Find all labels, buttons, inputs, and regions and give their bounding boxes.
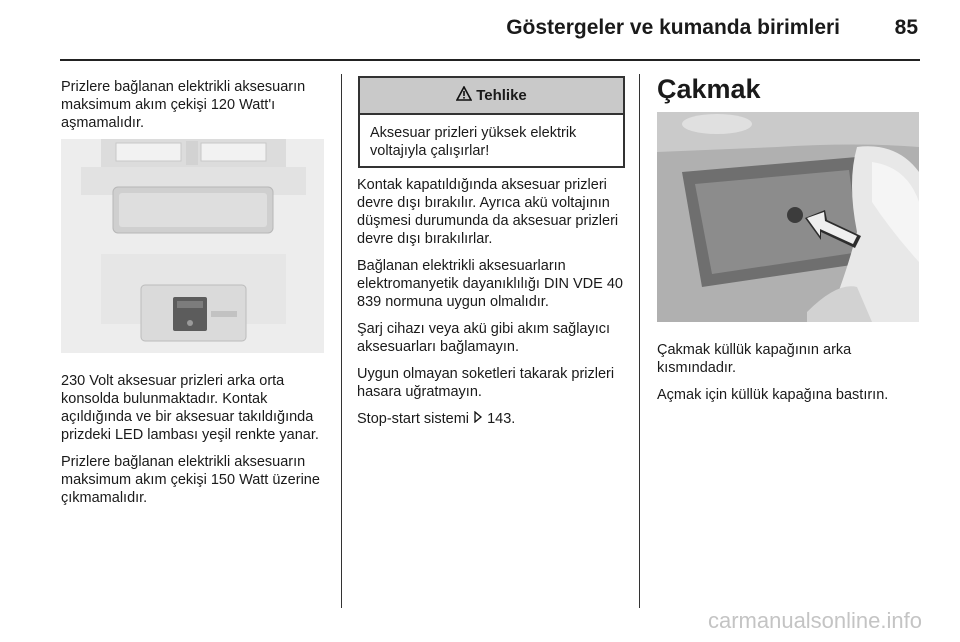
column-2 <box>357 176 629 437</box>
rear-console-socket-image <box>61 139 324 353</box>
page-reference-arrow-icon <box>473 411 483 427</box>
lighter-illustration <box>657 112 919 322</box>
paragraph-unsuitable-plugs: Uygun olmayan soketleri takarak prizleri hasara uğratmayın. <box>357 366 615 400</box>
header-rule <box>60 59 920 61</box>
paragraph-max-120w: Prizlere bağlanan elektrikli aksesuarın maksimum akım çekişi 120 Watt'ı aşmamalıdır. <box>61 79 306 131</box>
column-divider-1 <box>341 74 342 608</box>
column-1 <box>61 78 326 141</box>
watermark: carmanualsonline.info <box>707 608 922 633</box>
column-1-lower <box>61 372 326 516</box>
danger-text: Aksesuar prizleri yüksek elektrik voltajıyla çalışırlar! <box>370 125 577 159</box>
paragraph-open-instruction: Açmak için küllük kapağına bastırın. <box>657 387 889 403</box>
cigarette-lighter-image <box>657 112 919 322</box>
danger-title: Tehlike <box>476 87 527 104</box>
column-3 <box>657 341 921 413</box>
page-header-title: Göstergeler ve kumanda birimleri <box>506 16 840 39</box>
paragraph-ignition-off: Kontak kapatıldığında aksesuar prizleri devre dışı bırakılır. Ayrıca akü voltajının düşmesi durumunda da aksesuar prizleri devre dışı bırakılırlar. <box>357 177 619 247</box>
paragraph-no-chargers: Şarj cihazı veya akü gibi akım sağlayıcı aksesuarları bağlamayın. <box>357 321 611 355</box>
paragraph-stop-start-ref <box>357 410 629 428</box>
section-title-cakmak: Çakmak <box>657 74 761 104</box>
warning-triangle-icon <box>456 86 472 105</box>
paragraph-max-150w: Prizlere bağlanan elektrikli aksesuarın maksimum akım çekişi 150 Watt üzerine çıkmamalıdır. <box>61 454 320 506</box>
danger-box-header <box>360 78 623 115</box>
danger-box <box>358 76 625 168</box>
stop-start-text: Stop-start sistemi <box>357 411 474 427</box>
page-number: 85 <box>894 16 918 39</box>
stop-start-page-link[interactable]: 143. <box>487 411 516 427</box>
rear-console-illustration <box>61 139 324 353</box>
paragraph-lighter-location: Çakmak küllük kapağının arka kısmındadır. <box>657 342 852 376</box>
paragraph-emc: Bağlanan elektrikli aksesuarların elektromanyetik dayanıklılığı DIN VDE 40 839 normuna uygun olmalıdır. <box>357 258 623 310</box>
column-divider-2 <box>639 74 640 608</box>
paragraph-230v-sockets: 230 Volt aksesuar prizleri arka orta konsolda bulunmaktadır. Kontak açıldığında ve bir aksesuar takıldığında prizdeki LED lambası yeşil renkte yanar. <box>61 373 319 443</box>
